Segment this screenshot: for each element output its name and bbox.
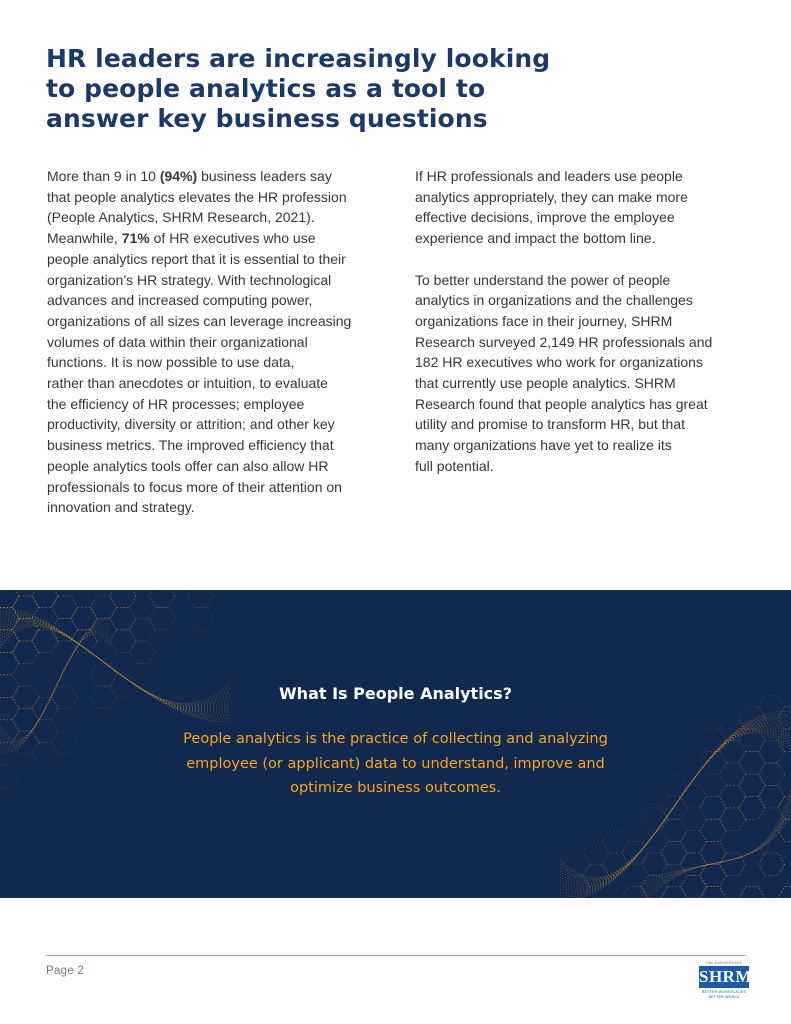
particle-wave	[640, 815, 791, 883]
hexagon-shape	[622, 842, 648, 865]
hexagon-shape	[0, 630, 19, 653]
hexagon-shape	[739, 707, 765, 730]
text-line: experience and impact the bottom line.	[415, 230, 656, 247]
left-paragraph	[47, 166, 387, 518]
hexagon-shape	[91, 664, 117, 687]
text-line: analytics in organizations and the challenges	[415, 292, 693, 309]
hexagon-shape	[583, 864, 609, 887]
text-run: of HR executives who use	[149, 230, 316, 247]
hexagon-shape	[110, 630, 136, 653]
hexagon-shape	[52, 596, 78, 619]
hexagon-shape	[188, 590, 214, 607]
text-run: volumes of data within their organizational	[47, 333, 308, 350]
hexagon-shape	[110, 590, 136, 607]
headline-line: to people analytics as a tool to	[46, 74, 486, 103]
hexagon-shape	[778, 707, 791, 730]
text-line: many organizations have yet to realize its	[415, 437, 672, 454]
particle-wave	[640, 809, 791, 889]
text-line	[47, 249, 387, 270]
highlighted-stat: 71%	[121, 230, 150, 247]
hexagon-shape	[642, 808, 668, 831]
footer-divider	[46, 955, 746, 956]
hexagon-shape	[603, 831, 629, 854]
left-column-text	[47, 166, 387, 518]
hexagon-shape	[661, 842, 687, 865]
text-run: innovation and strategy.	[47, 499, 195, 516]
text-run: business leaders say	[197, 168, 332, 184]
hexagon-shape	[661, 887, 687, 898]
text-line	[47, 352, 387, 373]
banner-line: People analytics is the practice of collecting and analyzing	[183, 731, 608, 747]
text-line: 182 HR executives who work for organizations	[415, 354, 703, 371]
hexagon-shape	[71, 607, 97, 630]
hexagon-shape	[0, 652, 19, 675]
text-line: To better understand the power of people	[415, 271, 671, 288]
hexagon-shape	[778, 887, 791, 898]
hexagon-shape	[13, 641, 39, 664]
right-paragraph-1	[415, 166, 745, 249]
text-run: professionals to focus more of their attention on	[47, 478, 342, 495]
text-run: the efficiency of HR processes; employee	[47, 395, 305, 412]
text-line: organizations face in their journey, SHRM	[415, 312, 673, 329]
page-number: Page 2	[46, 965, 85, 977]
text-run: productivity, diversity or attrition; and other key	[47, 416, 335, 433]
text-run: people analytics tools offer can also allow HR	[47, 457, 329, 474]
shrm-logo	[698, 961, 750, 1001]
text-run: organization’s HR strategy. With technological	[47, 271, 332, 288]
hexagon-shape	[91, 596, 117, 619]
highlighted-stat: (94%)	[159, 168, 198, 184]
particle-wave	[640, 791, 791, 898]
text-line: utility and promise to transform HR, but that	[415, 416, 685, 433]
hexagon-shape	[32, 630, 58, 653]
banner-line: employee (or applicant) data to understand, improve and	[186, 755, 605, 772]
hexagon-shape	[622, 887, 648, 898]
text-line	[47, 270, 387, 291]
banner-line: optimize business outcomes.	[290, 780, 501, 796]
text-run: advances and increased computing power,	[47, 292, 313, 309]
right-paragraph-2	[415, 270, 745, 477]
hexagon-shape	[188, 607, 214, 630]
text-line	[47, 456, 387, 477]
text-line: Research found that people analytics has great	[415, 395, 708, 412]
text-line	[47, 435, 387, 456]
hexagon-shape	[603, 853, 629, 876]
hexagon-shape	[661, 819, 687, 842]
headline-line: HR leaders are increasingly looking	[46, 44, 551, 73]
particle-wave	[640, 794, 791, 898]
hexagon-shape	[130, 641, 156, 664]
hexagon-shape	[700, 842, 726, 865]
text-line	[47, 373, 387, 394]
hexagon-shape	[0, 590, 19, 607]
hexagon-shape	[700, 864, 726, 887]
hexagon-shape	[739, 887, 765, 898]
text-run: rather than anecdotes or intuition, to evaluate	[47, 375, 328, 392]
hexagon-shape	[681, 876, 707, 899]
right-column-text	[415, 166, 745, 477]
hexagon-shape	[759, 853, 785, 876]
hexagon-shape	[642, 853, 668, 876]
text-line	[47, 394, 387, 415]
text-line	[47, 207, 387, 228]
hexagon-shape	[130, 619, 156, 642]
text-line	[47, 187, 387, 208]
text-run: business metrics. The improved efficiency that	[47, 437, 334, 454]
headline-line: answer key business questions	[46, 104, 488, 133]
logo-tagline-line: BETTER WORKPLACES	[702, 990, 746, 994]
hexagon-shape	[700, 819, 726, 842]
hexagon-shape	[32, 590, 58, 607]
banner-definition	[0, 727, 791, 801]
text-line	[47, 228, 387, 249]
logo-anniversary-text: 75th ANNIVERSARY	[705, 961, 743, 965]
page-headline	[46, 44, 606, 134]
text-run: that people analytics elevates the HR profession	[47, 188, 347, 205]
hexagon-shape	[130, 664, 156, 687]
logo-wordmark: SHRM	[699, 967, 752, 986]
text-run: people analytics report that it is essential to their	[47, 250, 346, 267]
text-line	[47, 414, 387, 435]
hexagon-shape	[583, 842, 609, 865]
text-run: (People Analytics, SHRM Research, 2021).	[47, 209, 315, 226]
text-line: full potential.	[415, 457, 494, 474]
text-line: Research surveyed 2,149 HR professionals and	[415, 333, 713, 350]
text-line	[47, 477, 387, 498]
hexagon-shape	[564, 876, 590, 899]
hexagon-shape	[149, 590, 175, 607]
text-run: More than 9 in 10	[47, 168, 160, 184]
particle-wave	[640, 797, 791, 898]
text-line: effective decisions, improve the employee	[415, 209, 675, 226]
particle-wave	[640, 803, 791, 895]
hexagon-shape	[149, 607, 175, 630]
text-line: If HR professionals and leaders use people	[415, 168, 683, 184]
hexagon-shape	[720, 808, 746, 831]
hexagon-shape	[110, 607, 136, 630]
text-line	[47, 166, 387, 187]
text-line	[47, 332, 387, 353]
logo-tagline-line: BETTER WORLD	[708, 994, 740, 999]
hexagon-shape	[681, 831, 707, 854]
text-run: functions. It is now possible to use data,	[47, 354, 295, 371]
text-run: Meanwhile,	[47, 230, 122, 247]
text-line: that currently use people analytics. SHRM	[415, 375, 676, 392]
banner-title: What Is People Analytics?	[279, 684, 512, 703]
hexagon-shape	[13, 596, 39, 619]
text-run: organizations of all sizes can leverage increasing	[47, 312, 352, 329]
text-line: analytics appropriately, they can make more	[415, 188, 688, 205]
hexagon-shape	[700, 887, 726, 898]
text-line	[47, 497, 387, 518]
text-line	[47, 311, 387, 332]
text-line	[47, 290, 387, 311]
logo-tagline	[698, 990, 750, 999]
hexagon-shape	[642, 876, 668, 899]
